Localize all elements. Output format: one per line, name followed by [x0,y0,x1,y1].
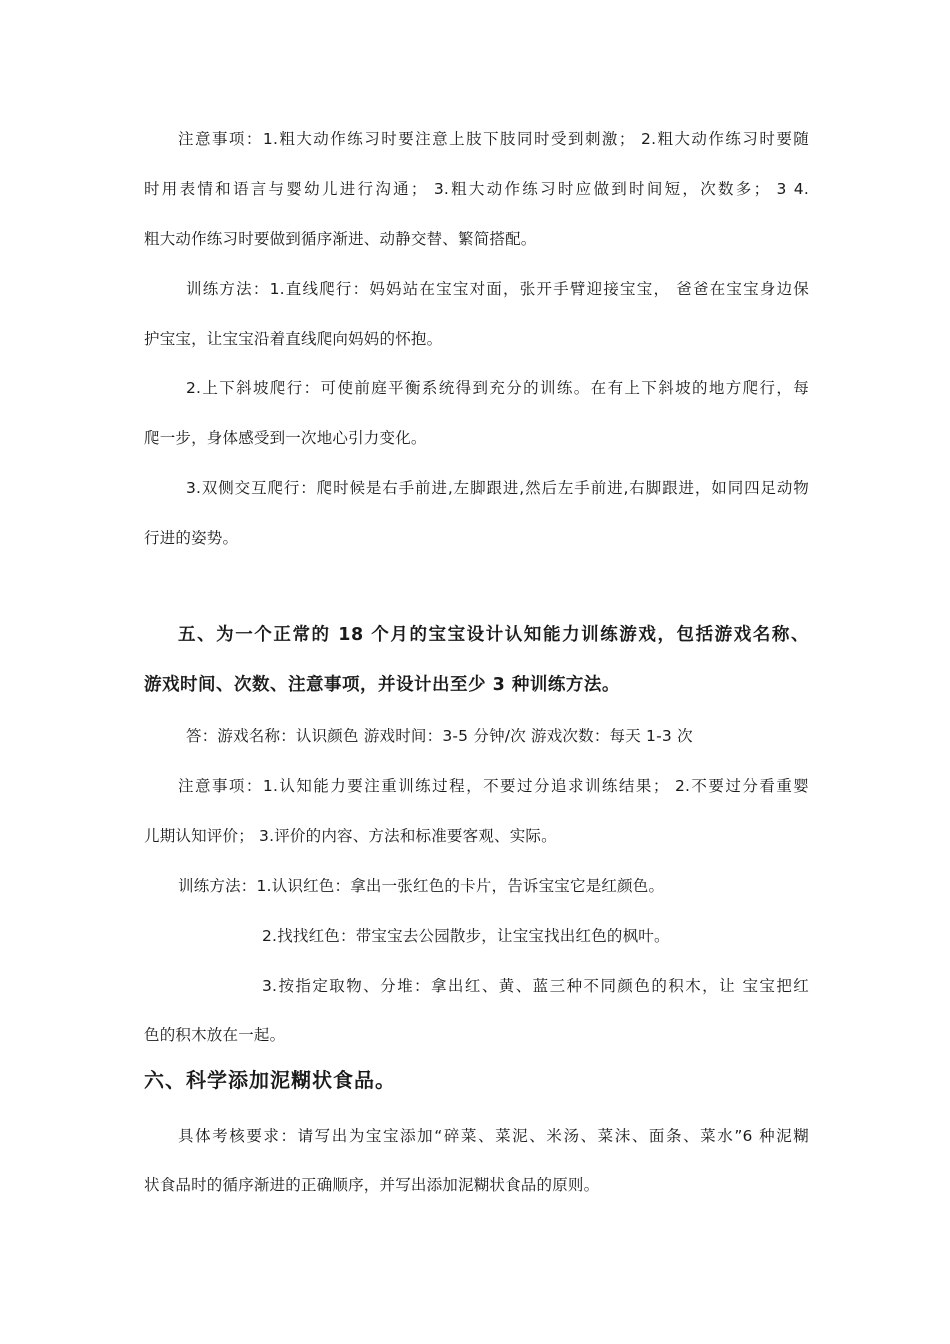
s4-method1-line1: 训练方法：1.直线爬行：妈妈站在宝宝对面，张开手臂迎接宝宝， 爸爸在宝宝身边保 [186,280,809,298]
s5-title-line1: 五、为一个正常的 18 个月的宝宝设计认知能力训练游戏，包括游戏名称、 [178,625,809,645]
s4-method2-line2: 爬一步，身体感受到一次地心引力变化。 [144,429,427,447]
s6-req-line2: 状食品时的循序渐进的正确顺序，并写出添加泥糊状食品的原则。 [144,1176,600,1194]
s5-answer: 答：游戏名称：认识颜色 游戏时间：3-5 分钟/次 游戏次数：每天 1-3 次 [186,727,693,745]
s5-method3-line2: 色的积木放在一起。 [144,1026,286,1044]
s5-method1: 训练方法：1.认识红色：拿出一张红色的卡片，告诉宝宝它是红颜色。 [178,877,665,895]
s5-notes-line1: 注意事项：1.认知能力要注重训练过程，不要过分追求训练结果； 2.不要过分看重婴 [178,777,809,795]
s4-notes-line1: 注意事项：1.粗大动作练习时要注意上肢下肢同时受到刺激； 2.粗大动作练习时要随 [178,130,809,148]
s4-method3-line2: 行进的姿势。 [144,529,239,547]
s4-notes-line3: 粗大动作练习时要做到循序渐进、动静交替、繁简搭配。 [144,230,537,248]
s5-title-line2: 游戏时间、次数、注意事项，并设计出至少 3 种训练方法。 [144,675,620,695]
s4-method2-line1: 2.上下斜坡爬行：可使前庭平衡系统得到充分的训练。在有上下斜坡的地方爬行，每 [186,379,809,397]
s6-title: 六、科学添加泥糊状食品。 [144,1068,396,1092]
s5-method2: 2.找找红色：带宝宝去公园散步，让宝宝找出红色的枫叶。 [262,927,670,945]
s4-notes-line2: 时用表情和语言与婴幼儿进行沟通； 3.粗大动作练习时应做到时间短，次数多； 3 4. [144,180,809,198]
s5-notes-line2: 儿期认知评价； 3.评价的内容、方法和标准要客观、实际。 [144,827,557,845]
s5-method3-line1: 3.按指定取物、分堆：拿出红、黄、蓝三种不同颜色的积木，让 宝宝把红 [262,977,809,995]
s6-req-line1: 具体考核要求：请写出为宝宝添加“碎菜、菜泥、米汤、菜沫、面条、菜水”6 种泥糊 [178,1127,809,1145]
s4-method1-line2: 护宝宝，让宝宝沿着直线爬向妈妈的怀抱。 [144,330,443,348]
s4-method3-line1: 3.双侧交互爬行：爬时候是右手前进,左脚跟进,然后左手前进,右脚跟进，如同四足动物 [186,479,809,497]
